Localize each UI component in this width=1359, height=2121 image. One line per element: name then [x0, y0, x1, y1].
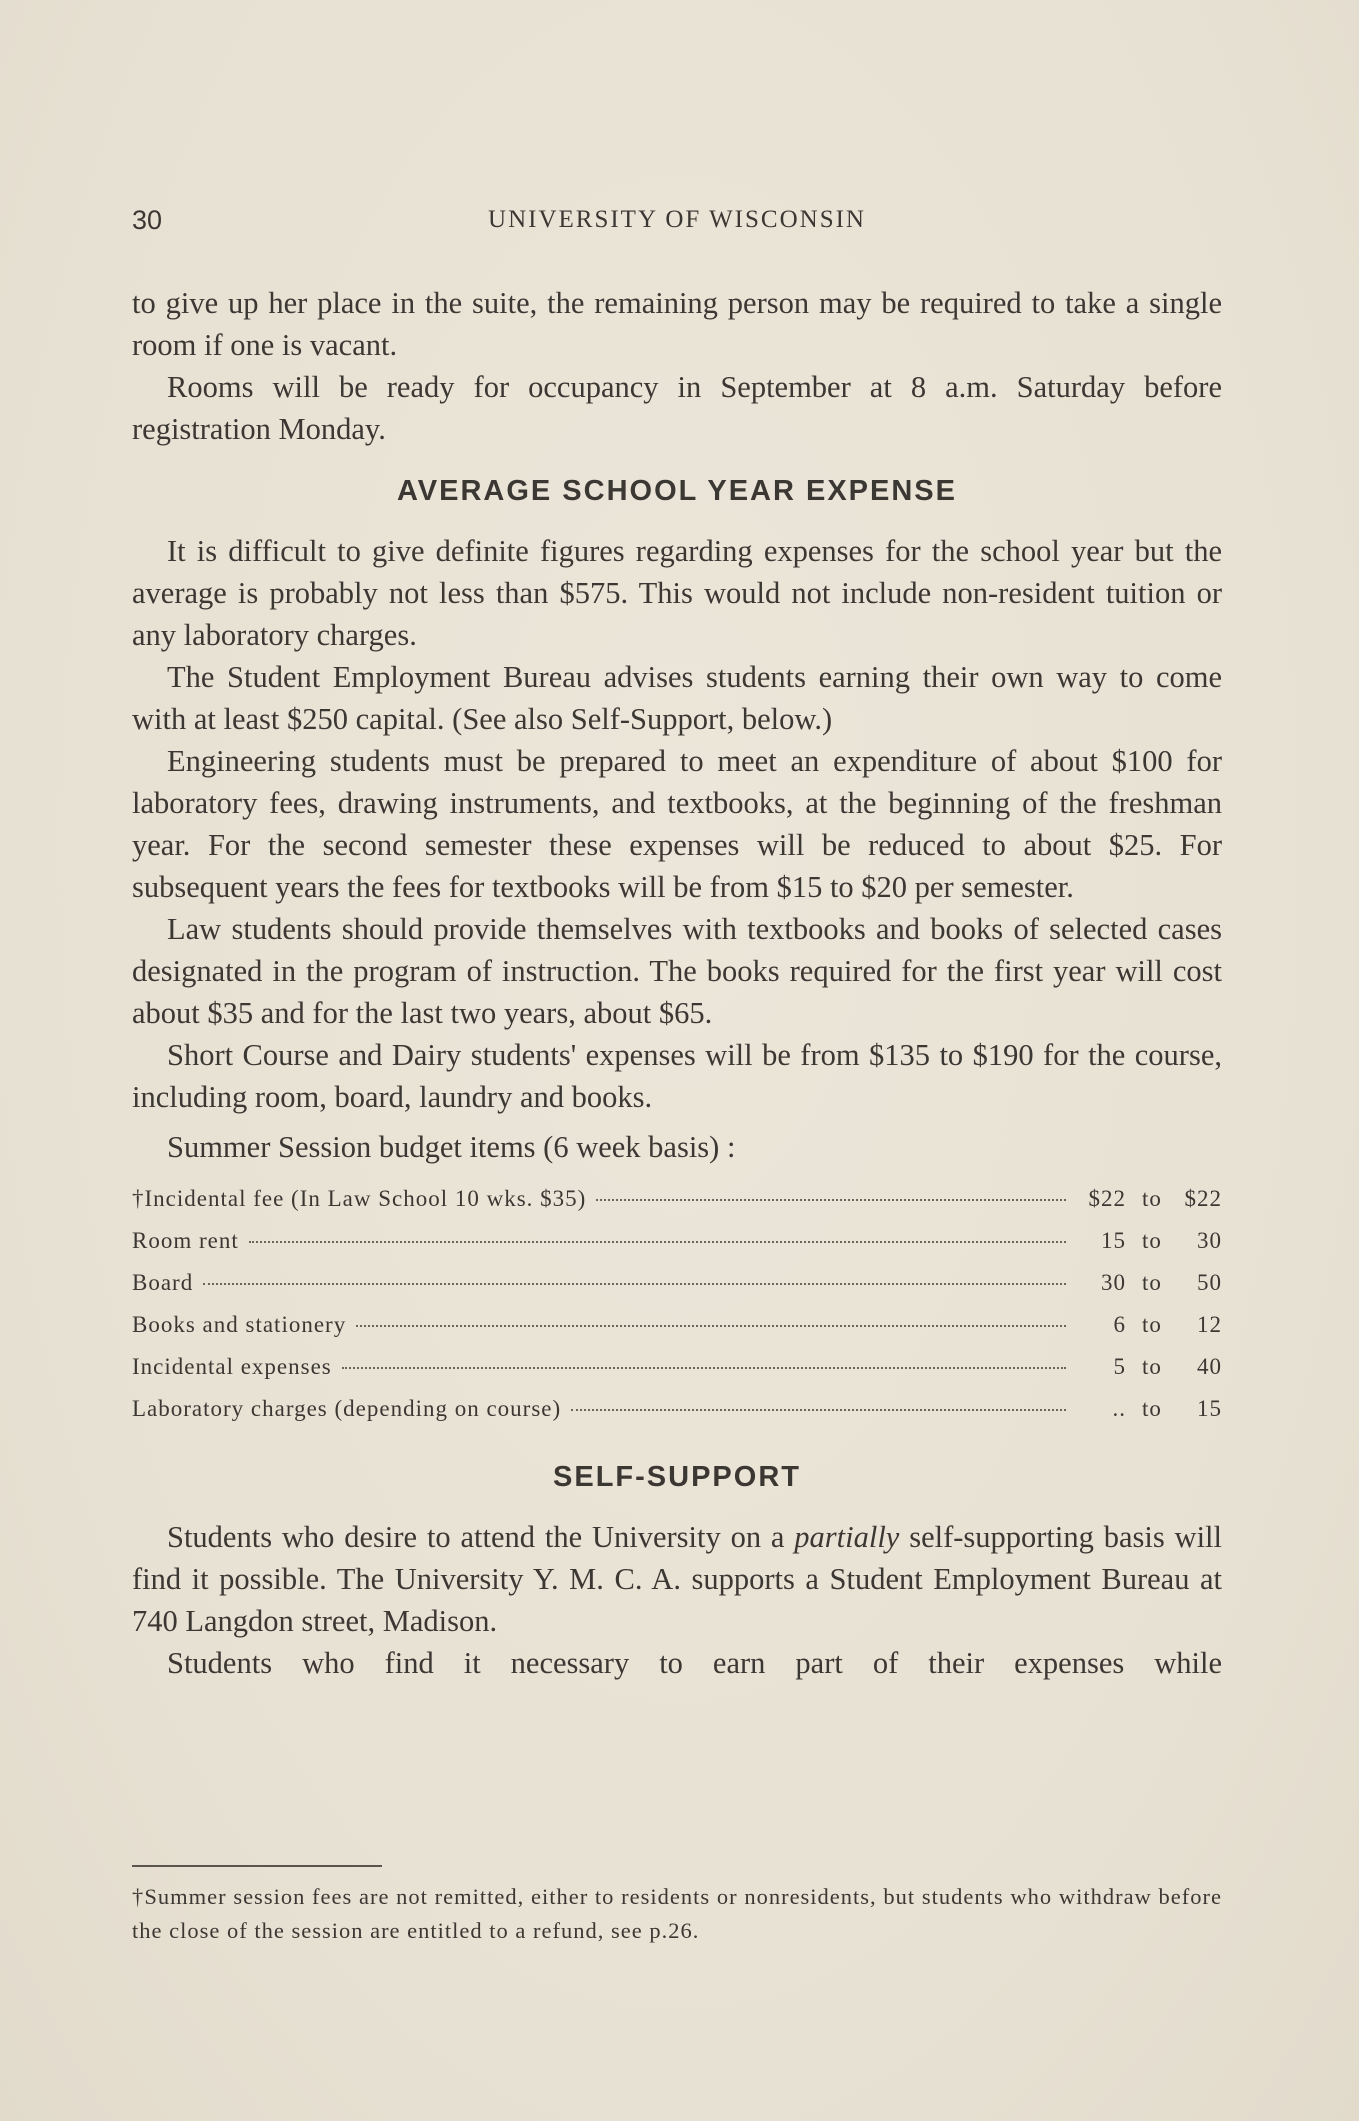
- budget-high: 40: [1197, 1354, 1222, 1379]
- budget-item: [132, 1388, 1076, 1430]
- heading-self-support: SELF-SUPPORT: [553, 1461, 801, 1493]
- budget-to: to: [1142, 1396, 1162, 1421]
- budget-low: 5: [1113, 1354, 1126, 1379]
- budget-row: [132, 1220, 1222, 1262]
- self-support-text-before: Students who desire to attend the University on a: [167, 1520, 795, 1554]
- budget-item: [132, 1220, 1076, 1262]
- footnote: †Summer session fees are not remitted, either to residents or nonresidents, but students who withdraw before the close of the session are entitled to a refund, see p.26.: [132, 1884, 1222, 1943]
- budget-table: [132, 1178, 1222, 1430]
- leader-dots: [571, 1409, 1066, 1411]
- budget-row: [132, 1262, 1222, 1304]
- footnote-rule: [132, 1865, 382, 1867]
- budget-low: ..: [1112, 1396, 1126, 1421]
- paragraph-self-support: [132, 1516, 1222, 1642]
- budget-item: [132, 1178, 1076, 1220]
- budget-item: [132, 1304, 1076, 1346]
- budget-high: 30: [1197, 1228, 1222, 1253]
- page-header: [132, 200, 1222, 240]
- budget-item: [132, 1262, 1076, 1304]
- budget-row: [132, 1388, 1222, 1430]
- budget-low: 6: [1113, 1312, 1126, 1337]
- budget-to: to: [1142, 1312, 1162, 1337]
- budget-item-label: Books and stationery: [132, 1312, 347, 1337]
- paragraph-continuation: to give up her place in the suite, the remaining person may be required to take a single room if one is vacant.: [132, 286, 1222, 362]
- budget-high: $22: [1184, 1186, 1222, 1211]
- budget-item-label: Board: [132, 1270, 194, 1295]
- leader-dots: [356, 1325, 1066, 1327]
- paragraph-short-course: Short Course and Dairy students' expenses will be from $135 to $190 for the course, including room, board, laundry and books.: [132, 1038, 1222, 1114]
- paragraph-earn-expenses: Students who find it necessary to earn part of their expenses while: [167, 1646, 1222, 1680]
- paragraph-rooms-ready: Rooms will be ready for occupancy in September at 8 a.m. Saturday before registration Monday.: [132, 370, 1222, 446]
- leader-dots: [342, 1367, 1066, 1369]
- body-text: [132, 282, 1222, 1684]
- leader-dots: [249, 1241, 1066, 1243]
- paragraph-employment-bureau: The Student Employment Bureau advises students earning their own way to come with at least $250 capital. (See also Self-Support, below.): [132, 660, 1222, 736]
- budget-item-label: Laboratory charges (depending on course): [132, 1396, 562, 1421]
- budget-row: [132, 1346, 1222, 1388]
- budget-low: 30: [1101, 1270, 1126, 1295]
- budget-row: [132, 1304, 1222, 1346]
- budget-high: 50: [1197, 1270, 1222, 1295]
- budget-high: 15: [1197, 1396, 1222, 1421]
- budget-to: to: [1142, 1270, 1162, 1295]
- budget-to: to: [1142, 1186, 1162, 1211]
- budget-to: to: [1142, 1228, 1162, 1253]
- leader-dots: [203, 1283, 1066, 1285]
- paragraph-engineering: Engineering students must be prepared to meet an expenditure of about $100 for laboratory fees, drawing instruments, and textbooks, at the beginning of the freshman year. For the second semester these expenses will be reduced to about $25. For subsequent years the fees for textbooks will be from $15 to $20 per semester.: [132, 744, 1222, 904]
- paragraph-average-expense: It is difficult to give definite figures regarding expenses for the school year but the average is probably not less than $575. This would not include non-resident tuition or any laboratory charges.: [132, 534, 1222, 652]
- budget-row: [132, 1178, 1222, 1220]
- self-support-text-after: self-supporting basis will find it possible. The University Y. M. C. A. supports a Student Employment Bureau at 740 Langdon street, Madison.: [132, 1520, 1222, 1638]
- budget-low: $22: [1088, 1186, 1126, 1211]
- leader-dots: [596, 1199, 1066, 1201]
- page-number: 30: [132, 205, 163, 235]
- budget-item: [132, 1346, 1076, 1388]
- self-support-italic: partially: [794, 1520, 900, 1554]
- heading-average-expense: AVERAGE SCHOOL YEAR EXPENSE: [396, 475, 957, 507]
- budget-low: 15: [1101, 1228, 1126, 1253]
- budget-item-label: †Incidental fee (In Law School 10 wks. $35): [132, 1186, 587, 1211]
- budget-item-label: Room rent: [132, 1228, 239, 1253]
- budget-to: to: [1142, 1354, 1162, 1379]
- paragraph-law: Law students should provide themselves with textbooks and books of selected cases designated in the program of instruction. The books required for the first year will cost about $35 and for the last two years, about $65.: [132, 912, 1222, 1030]
- budget-high: 12: [1197, 1312, 1222, 1337]
- running-head: UNIVERSITY OF WISCONSIN: [488, 206, 866, 233]
- budget-item-label: Incidental expenses: [132, 1354, 332, 1379]
- budget-intro: Summer Session budget items (6 week basis) :: [167, 1130, 736, 1164]
